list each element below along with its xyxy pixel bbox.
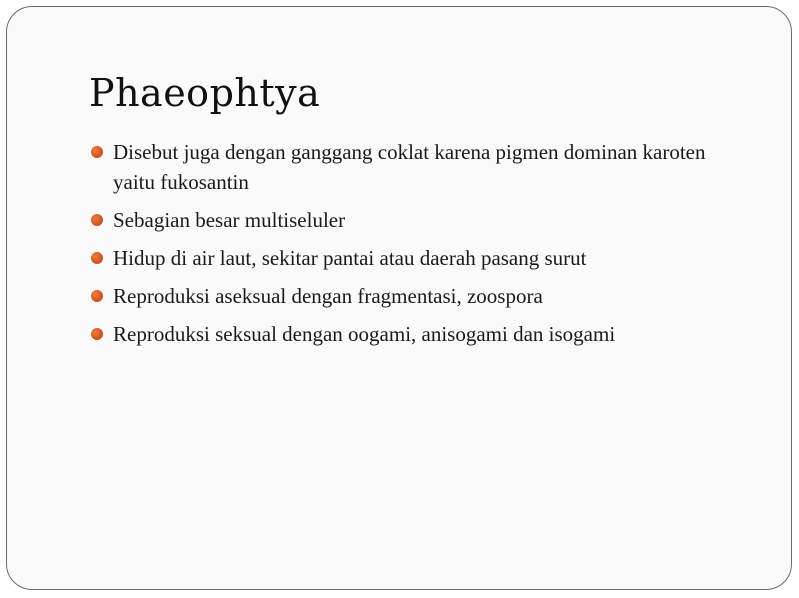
bullet-dot-icon — [91, 214, 103, 226]
bullet-text: Reproduksi aseksual dengan fragmentasi, zoospora — [113, 284, 543, 308]
bullet-text: Sebagian besar multiseluler — [113, 208, 346, 232]
bullet-item — [91, 205, 731, 235]
bullet-dot-icon — [91, 252, 103, 264]
bullet-dot-icon — [91, 290, 103, 302]
bullet-dot-icon — [91, 146, 103, 158]
slide-title: Phaeophtya — [89, 71, 321, 115]
bullet-text: Reproduksi seksual dengan oogami, anisogami dan isogami — [113, 322, 616, 346]
bullet-item — [91, 319, 731, 349]
bullet-list — [91, 137, 731, 357]
bullet-dot-icon — [91, 328, 103, 340]
bullet-text: Hidup di air laut, sekitar pantai atau daerah pasang surut — [113, 246, 587, 270]
bullet-item — [91, 281, 731, 311]
slide-frame — [6, 6, 792, 590]
bullet-item — [91, 243, 731, 273]
bullet-text: Disebut juga dengan ganggang coklat karena pigmen dominan karoten yaitu fukosantin — [113, 140, 706, 194]
bullet-item — [91, 137, 731, 197]
